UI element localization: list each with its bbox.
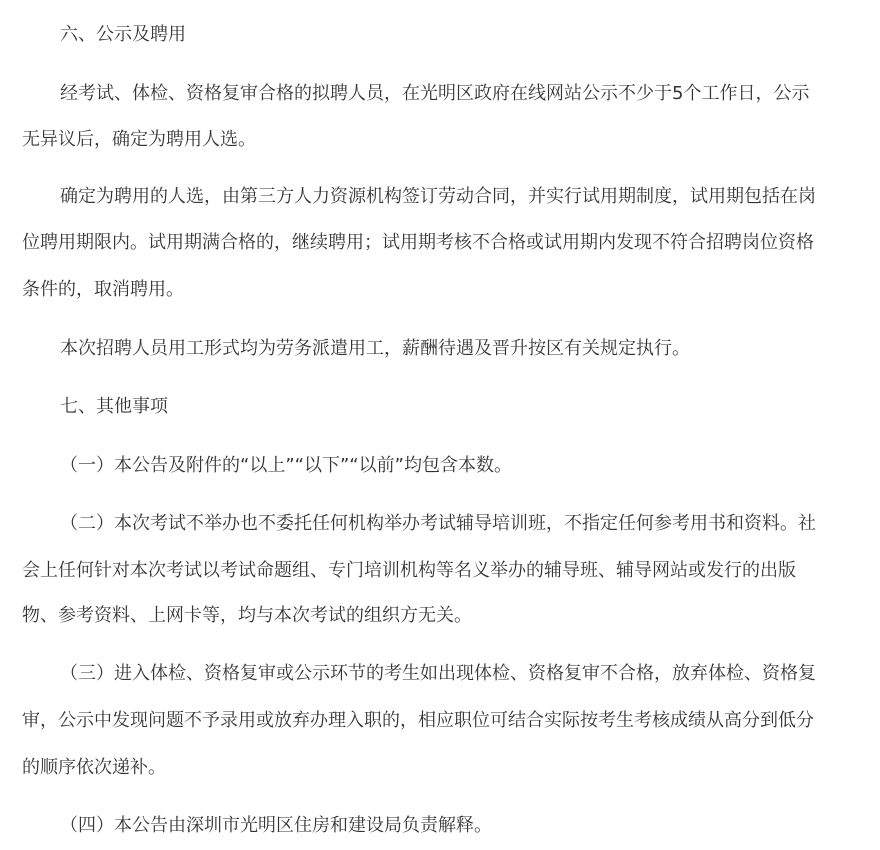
paragraph-line: （二）本次考试不举办也不委托任何机构举办考试辅导培训班，不指定任何参考用书和资料。社 xyxy=(60,513,816,534)
paragraph-line: （三）进入体检、资格复审或公示环节的考生如出现体检、资格复审不合格，放弃体检、资格复 xyxy=(60,663,816,684)
paragraph-line: 无异议后，确定为聘用人选。 xyxy=(22,129,256,150)
paragraph-line: 确定为聘用的人选，由第三方人力资源机构签订劳动合同，并实行试用期制度，试用期包括在岗 xyxy=(60,186,816,207)
paragraph-line: 物、参考资料、上网卡等，均与本次考试的组织方无关。 xyxy=(22,605,472,626)
paragraph-line: （一）本公告及附件的“以上”“以下”“以前”均包含本数。 xyxy=(60,455,512,476)
section-heading-other-matters: 七、其他事项 xyxy=(60,396,168,417)
section-heading-publicity: 六、公示及聘用 xyxy=(60,24,186,45)
paragraph-line: 的顺序依次递补。 xyxy=(22,757,166,778)
paragraph-line: 本次招聘人员用工形式均为劳务派遣用工，薪酬待遇及晋升按区有关规定执行。 xyxy=(60,338,690,359)
paragraph-line: 会上任何针对本次考试以考试命题组、专门培训机构等名义举办的辅导班、辅导网站或发行的出版 xyxy=(22,560,796,581)
paragraph-line: 条件的，取消聘用。 xyxy=(22,279,184,300)
paragraph-line: （四）本公告由深圳市光明区住房和建设局负责解释。 xyxy=(60,815,492,836)
paragraph-line: 审，公示中发现问题不予录用或放弃办理入职的，相应职位可结合实际按考生考核成绩从高分到低分 xyxy=(22,710,814,731)
paragraph-line: 经考试、体检、资格复审合格的拟聘人员，在光明区政府在线网站公示不少于5个工作日，公示 xyxy=(60,83,810,104)
paragraph-line: 位聘用期限内。试用期满合格的，继续聘用；试用期考核不合格或试用期内发现不符合招聘岗位资格 xyxy=(22,232,814,253)
